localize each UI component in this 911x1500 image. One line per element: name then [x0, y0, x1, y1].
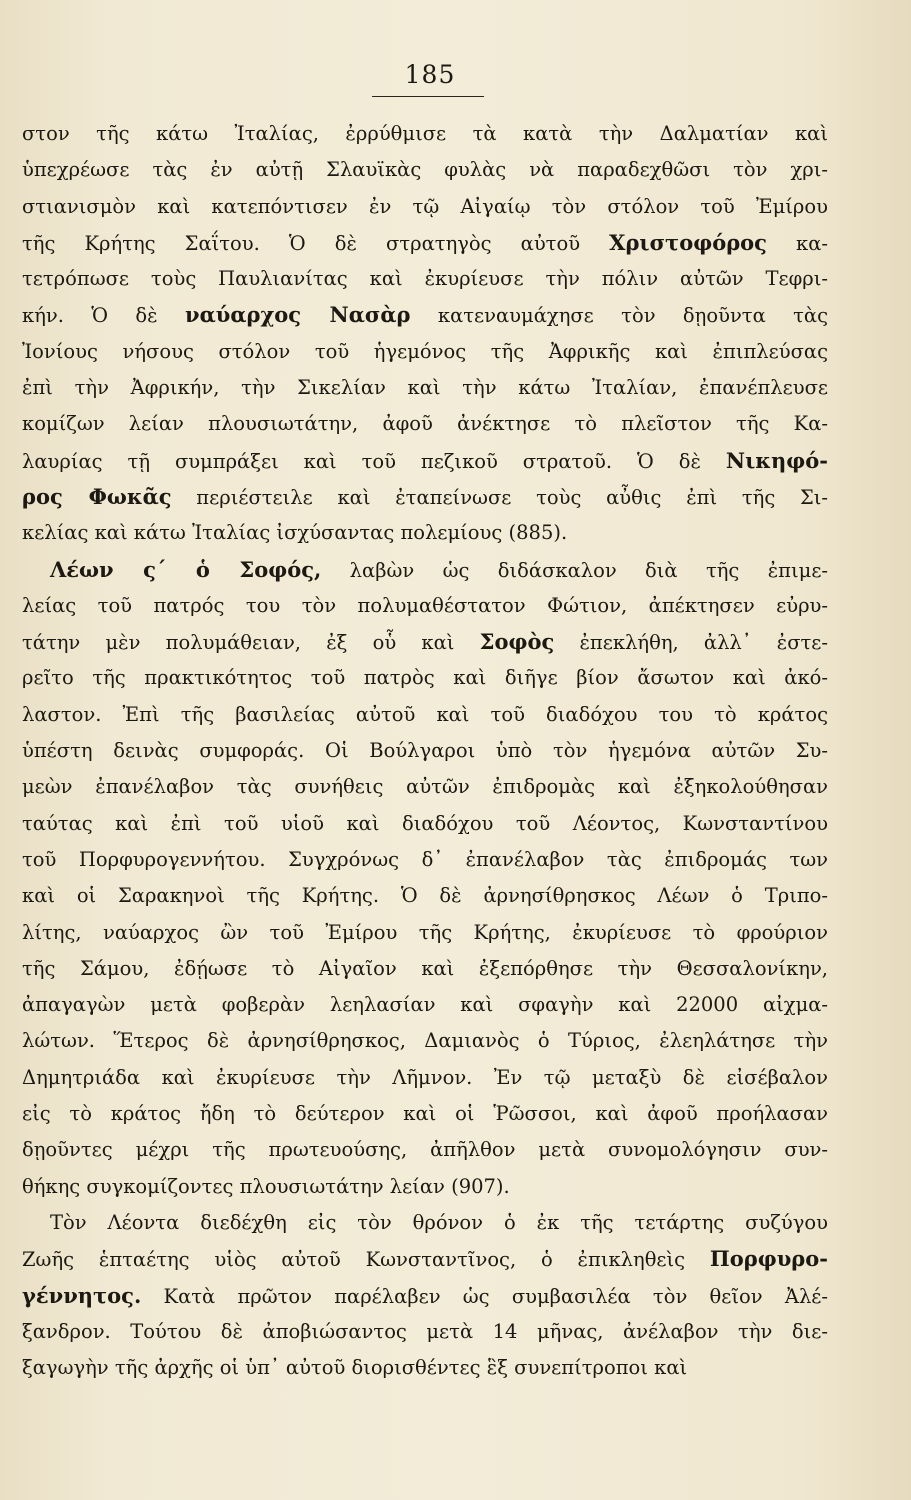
text-segment: εἰς τὸ κράτος ἤδη τὸ δεύτερον καὶ οἱ Ῥῶσσοι, καὶ ἀφοῦ προήλασαν [22, 1102, 828, 1126]
paragraph [22, 1205, 828, 1386]
text-segment: ξανδρον. Τούτου δὲ ἀποβιώσαντος μετὰ 14 μῆνας, ἀνέλαβον τὴν διε- [22, 1319, 828, 1343]
text-segment: ὑπεχρέωσε τὰς ἐν αὐτῇ Σλαυϊκὰς φυλὰς νὰ παραδεχθῶσι τὸν χρι- [22, 158, 828, 182]
text-line [22, 769, 828, 805]
text-line [22, 443, 828, 479]
text-line [22, 1132, 828, 1168]
text-line [22, 225, 828, 261]
bold-term: Λέων ς΄ ὁ Σοφός, [50, 556, 322, 582]
text-line [22, 733, 828, 769]
text-segment: Κατὰ πρῶτον παρέλαβεν ὡς συμβασιλέα τὸν θεῖον Ἀλέ- [141, 1284, 828, 1308]
text-segment: δῃοῦντες μέχρι τῆς πρωτευούσης, ἀπῆλθον μετὰ συνομολόγησιν συν- [22, 1138, 828, 1162]
text-line [22, 842, 828, 878]
text-segment: στον τῆς κάτω Ἰταλίας, ἐρρύθμισε τὰ κατὰ τὴν Δαλματίαν καὶ [22, 122, 828, 145]
text-line [22, 1205, 828, 1241]
text-segment: ἀπαγαγὼν μετὰ φοβερὰν λεηλασίαν καὶ σφαγὴν καὶ 22000 αἰχμα- [22, 993, 828, 1017]
bold-term: Νικηφό- [725, 447, 828, 473]
text-line [22, 479, 828, 515]
text-segment: περιέστειλε καὶ ἐταπείνωσε τοὺς αὖθις ἐπὶ τῆς Σι- [171, 485, 828, 509]
bold-term: Πορφυρο- [709, 1246, 828, 1272]
text-line [22, 1241, 828, 1277]
text-line [22, 116, 828, 152]
text-line [22, 1023, 828, 1059]
text-segment: ἐπὶ τὴν Ἀφρικήν, τὴν Σικελίαν καὶ τὴν κάτω Ἰταλίαν, ἐπανέπλευσε [22, 376, 828, 400]
bold-term: ρος Φωκᾶς [22, 483, 172, 509]
text-line [22, 1096, 828, 1132]
text-segment: στιανισμὸν καὶ κατεπόντισεν ἐν τῷ Αἰγαίῳ τὸν στόλον τοῦ Ἐμίρου [22, 194, 828, 218]
text-line [22, 1169, 828, 1205]
text-segment: λαβὼν ὡς διδάσκαλον διὰ τῆς ἐπιμε- [321, 558, 828, 582]
bold-term: Σοφὸς [479, 629, 555, 655]
text-segment: μεὼν ἐπανέλαβον τὰς συνήθεις αὐτῶν ἐπιδρομὰς καὶ ἐξηκολούθησαν [22, 775, 828, 799]
text-line [22, 915, 828, 951]
bold-term: γέννητος. [22, 1282, 142, 1308]
text-line [22, 1060, 828, 1096]
text-segment: ἐπεκλήθη, ἀλλ᾽ ἐστε- [554, 631, 828, 655]
text-segment: Ἰονίους νήσους στόλον τοῦ ἡγεμόνος τῆς Ἀφρικῆς καὶ ἐπιπλεύσας [22, 339, 828, 363]
text-segment: θήκης συγκομίζοντες πλουσιωτάτην λείαν (907). [22, 1174, 510, 1198]
text-line [22, 1314, 828, 1350]
text-line [22, 951, 828, 987]
text-segment: λαυρίας τῇ συμπράξει καὶ τοῦ πεζικοῦ στρατοῦ. Ὁ δὲ [22, 449, 726, 473]
text-segment: λείας τοῦ πατρός του τὸν πολυμαθέστατον Φώτιον, ἀπέκτησεν εὐρυ- [22, 593, 828, 617]
paragraph [22, 116, 828, 552]
text-segment: κα- [766, 231, 828, 255]
page-number: 185 [404, 60, 456, 89]
text-segment: τῆς Σάμου, ἐδῄωσε τὸ Αἰγαῖον καὶ ἐξεπόρθησε τὴν Θεσσαλονίκην, [22, 956, 828, 980]
text-segment: ρεῖτο τῆς πρακτικότητος τοῦ πατρὸς καὶ διῆγε βίον ἄσωτον καὶ ἀκό- [22, 666, 828, 690]
text-line [22, 806, 828, 842]
text-line [22, 987, 828, 1023]
text-line [22, 660, 828, 696]
text-segment: λαστον. Ἐπὶ τῆς βασιλείας αὐτοῦ καὶ τοῦ διαδόχου του τὸ κράτος [22, 702, 828, 726]
text-line [22, 515, 828, 551]
text-line [22, 588, 828, 624]
body-text [22, 116, 828, 1386]
bold-term: ναύαρχος Νασὰρ [185, 302, 411, 328]
text-line [22, 878, 828, 914]
text-line [22, 1278, 828, 1314]
text-line [22, 1350, 828, 1386]
text-line [22, 552, 828, 588]
text-segment: Τὸν Λέοντα διεδέχθη εἰς τὸν θρόνον ὁ ἐκ τῆς τετάρτης συζύγου [50, 1210, 828, 1234]
text-segment: ταύτας καὶ ἐπὶ τοῦ υἱοῦ καὶ διαδόχου τοῦ Λέοντος, Κωνσταντίνου [22, 811, 828, 835]
paragraph [22, 552, 828, 1205]
text-segment: κήν. Ὁ δὲ [22, 304, 186, 328]
text-segment: καὶ οἱ Σαρακηνοὶ τῆς Κρήτης. Ὁ δὲ ἀρνησίθρησκος Λέων ὁ Τριπο- [22, 884, 828, 908]
text-line [22, 189, 828, 225]
header-rule [372, 96, 484, 97]
text-line [22, 624, 828, 660]
text-segment: κομίζων λείαν πλουσιωτάτην, ἀφοῦ ἀνέκτησε τὸ πλεῖστον τῆς Κα- [22, 412, 828, 436]
text-segment: τετρόπωσε τοὺς Παυλιανίτας καὶ ἐκυρίευσε τὴν πόλιν αὐτῶν Τεφρι- [22, 267, 828, 291]
text-segment: κελίας καὶ κάτω Ἰταλίας ἰσχύσαντας πολεμίους (885). [22, 521, 568, 545]
text-segment: κατεναυμάχησε τὸν δῃοῦντα τὰς [410, 304, 828, 328]
text-line [22, 261, 828, 297]
text-segment: Δημητριάδα καὶ ἐκυρίευσε τὴν Λῆμνον. Ἐν τῷ μεταξὺ δὲ εἰσέβαλον [22, 1065, 828, 1089]
text-line [22, 370, 828, 406]
text-segment: τῆς Κρήτης Σαΐτου. Ὁ δὲ στρατηγὸς αὐτοῦ [22, 231, 610, 255]
text-segment: λώτων. Ἕτερος δὲ ἀρνησίθρησκος, Δαμιανὸς ὁ Τύριος, ἐλεηλάτησε τὴν [22, 1029, 828, 1053]
text-segment: τάτην μὲν πολυμάθειαν, ἐξ οὗ καὶ [22, 631, 480, 655]
text-line [22, 152, 828, 188]
text-segment: Ζωῆς ἑπταέτης υἱὸς αὐτοῦ Κωνσταντῖνος, ὁ ἐπικληθεὶς [22, 1248, 710, 1272]
text-segment: ξαγωγὴν τῆς ἀρχῆς οἱ ὑπ᾽ αὐτοῦ διορισθέντες ἓξ συνεπίτροποι καὶ [22, 1356, 688, 1380]
text-line [22, 334, 828, 370]
text-line [22, 697, 828, 733]
bold-term: Χριστοφόρος [609, 229, 767, 255]
text-segment: τοῦ Πορφυρογεννήτου. Συγχρόνως δ᾽ ἐπανέλαβον τὰς ἐπιδρομάς των [22, 847, 828, 871]
text-line [22, 406, 828, 442]
text-line [22, 297, 828, 333]
text-segment: λίτης, ναύαρχος ὢν τοῦ Ἐμίρου τῆς Κρήτης, ἐκυρίευσε τὸ φρούριον [22, 920, 828, 944]
text-segment: ὑπέστη δεινὰς συμφοράς. Οἱ Βούλγαροι ὑπὸ τὸν ἡγεμόνα αὐτῶν Συ- [22, 739, 828, 763]
